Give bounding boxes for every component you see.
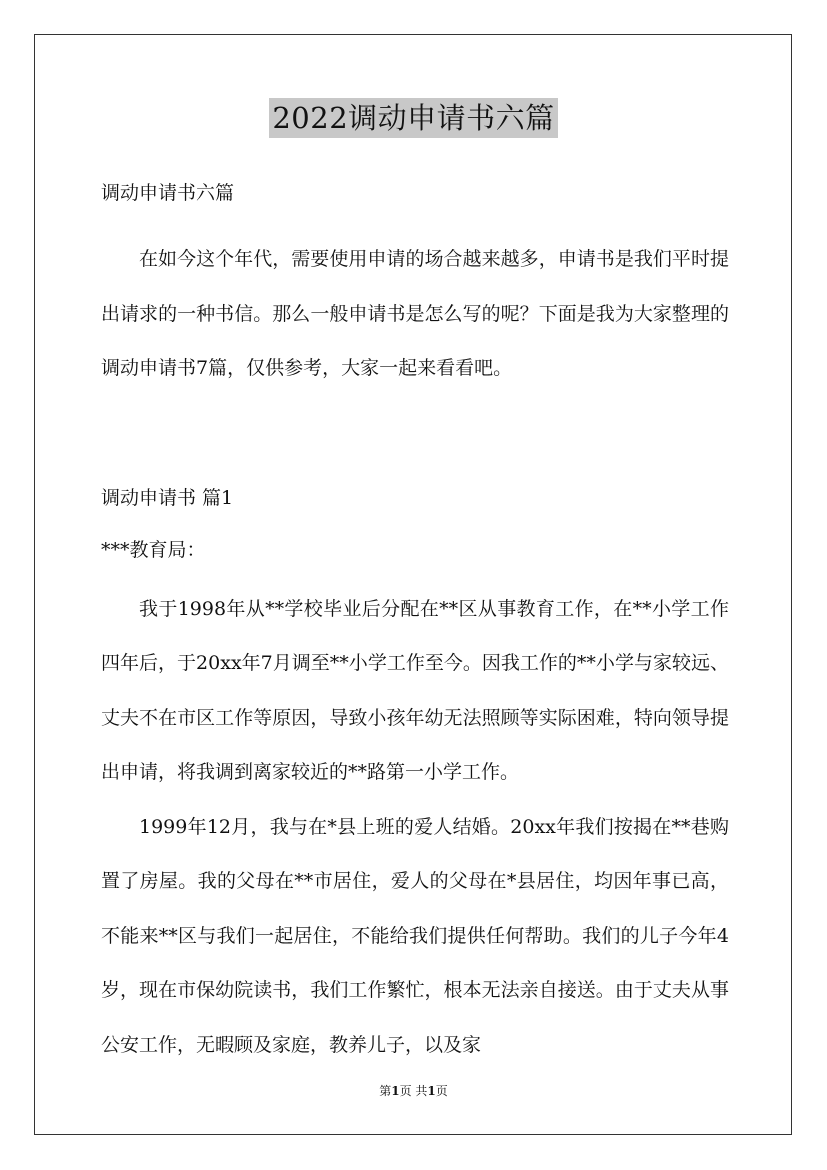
document-body <box>101 174 729 1072</box>
document-subtitle: 调动申请书六篇 <box>101 182 235 204</box>
footer-page-number: 1 <box>391 1084 400 1098</box>
page-footer <box>0 1082 827 1100</box>
title-container <box>0 98 827 138</box>
body-paragraph-2: 1999年12月，我与在*县上班的爱人结婚。20xx年我们按揭在**巷购置了房屋。我的父母在**市居住，爱人的父母在*县居住，均因年事已高，不能来**区与我们一起居住，不能给我们提供任何帮助。我们的儿子今年4岁，现在市保幼院读书，我们工作繁忙，根本无法亲自接送。由于丈夫从事公安工作，无暇顾及家庭，教养儿子，以及家 <box>101 815 729 1056</box>
footer-page-total: 1 <box>427 1084 436 1098</box>
intro-paragraph: 在如今这个年代，需要使用申请的场合越来越多，申请书是我们平时提出请求的一种书信。那么一般申请书是怎么写的呢？下面是我为大家整理的调动申请书7篇，仅供参考，大家一起来看看吧。 <box>101 248 729 379</box>
footer-page-prefix: 第 <box>379 1084 392 1098</box>
footer-page-suffix: 页 <box>435 1084 448 1098</box>
section-heading: 调动申请书 篇1 <box>101 486 234 509</box>
document-title: 2022调动申请书六篇 <box>269 98 557 138</box>
letter-recipient: ***教育局： <box>101 538 206 561</box>
body-paragraph-1: 我于1998年从**学校毕业后分配在**区从事教育工作，在**小学工作四年后，于20xx年7月调至**小学工作至今。因我工作的**小学与家较远、丈夫不在市区工作等原因，导致小孩年幼无法照顾等实际困难，特向领导提出申请，将我调到离家较近的**路第一小学工作。 <box>101 597 729 783</box>
footer-page-mid: 页 共 <box>399 1084 428 1098</box>
